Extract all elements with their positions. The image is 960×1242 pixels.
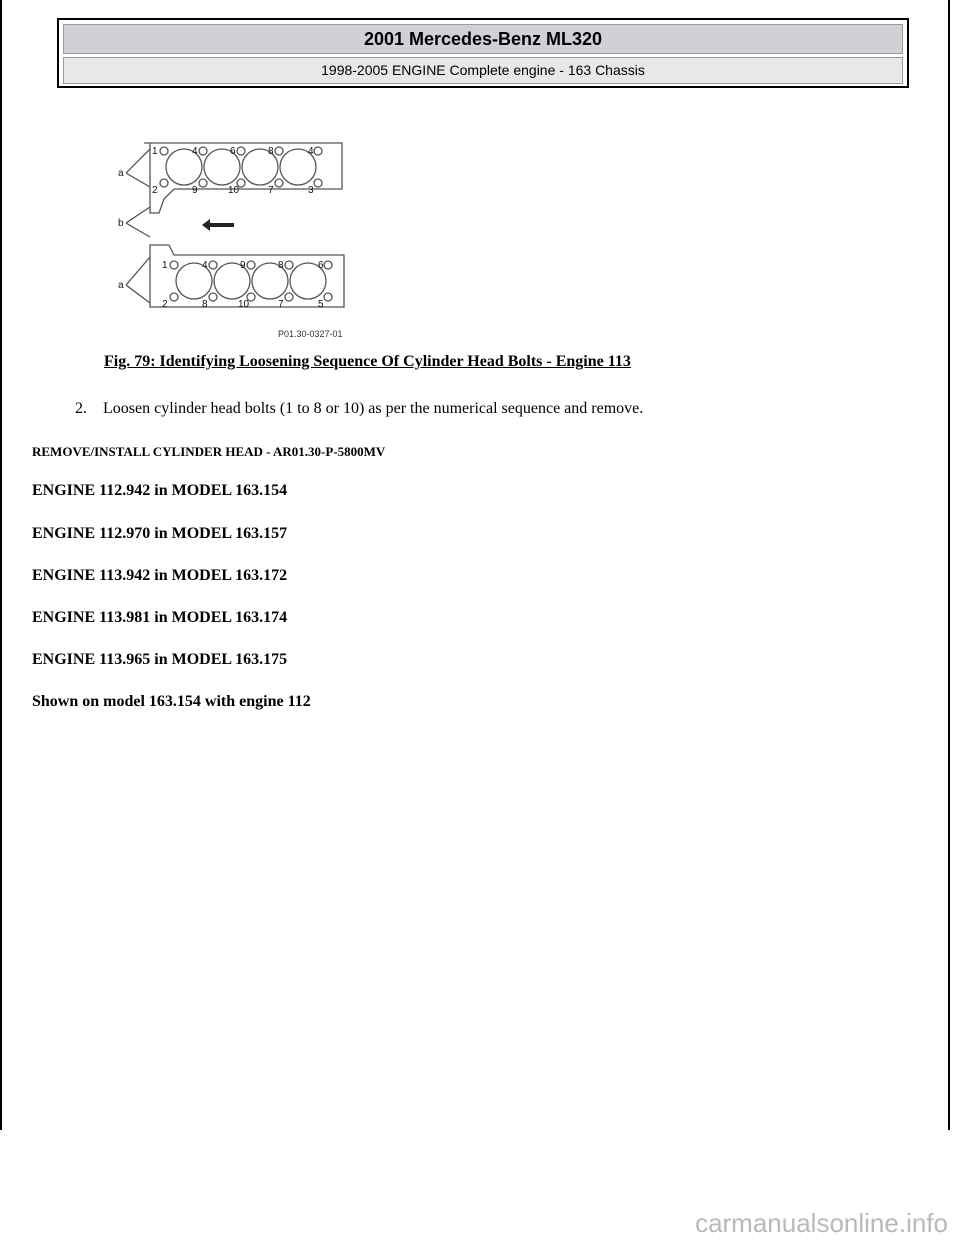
shown-on-note: Shown on model 163.154 with engine 112 bbox=[32, 693, 311, 710]
engine-model-line: ENGINE 113.965 in MODEL 163.175 bbox=[32, 651, 288, 668]
document-subtitle: 1998-2005 ENGINE Complete engine - 163 Chassis bbox=[63, 57, 903, 84]
bolt-number: 8 bbox=[268, 146, 274, 157]
bolt-number: 1 bbox=[162, 260, 168, 271]
diagram-svg bbox=[114, 137, 364, 343]
bolt-number: 2 bbox=[152, 185, 158, 196]
figure-caption: Fig. 79: Identifying Loosening Sequence Of Cylinder Head Bolts - Engine 113 bbox=[104, 353, 631, 370]
bolt-number: 4 bbox=[202, 260, 208, 271]
label-a-top: a bbox=[118, 168, 124, 179]
bolt-number: 6 bbox=[230, 146, 236, 157]
engine-model-line: ENGINE 113.981 in MODEL 163.174 bbox=[32, 609, 288, 626]
bolt-number: 8 bbox=[202, 299, 208, 310]
cylinder-head-bolt-diagram bbox=[114, 137, 364, 343]
bolt-number: 5 bbox=[318, 299, 324, 310]
bolt-number: 7 bbox=[268, 185, 274, 196]
figure-code: P01.30-0327-01 bbox=[278, 329, 343, 339]
bolt-number: 1 bbox=[152, 146, 158, 157]
bolt-number: 8 bbox=[278, 260, 284, 271]
bolt-number: 10 bbox=[238, 299, 250, 310]
watermark-bar bbox=[0, 1198, 960, 1242]
label-b: b bbox=[118, 218, 124, 229]
bolt-number: 3 bbox=[308, 185, 314, 196]
procedure-step bbox=[75, 400, 643, 418]
engine-model-line: ENGINE 112.970 in MODEL 163.157 bbox=[32, 525, 288, 542]
label-a-bottom: a bbox=[118, 280, 124, 291]
bolt-number: 9 bbox=[192, 185, 198, 196]
bolt-number: 9 bbox=[240, 260, 246, 271]
engine-model-line: ENGINE 112.942 in MODEL 163.154 bbox=[32, 482, 288, 499]
bolt-number: 4 bbox=[192, 146, 198, 157]
document-title: 2001 Mercedes-Benz ML320 bbox=[63, 24, 903, 54]
procedure-title: REMOVE/INSTALL CYLINDER HEAD - AR01.30-P-5800MV bbox=[32, 444, 386, 459]
bolt-number: 6 bbox=[318, 260, 324, 271]
step-text: Loosen cylinder head bolts (1 to 8 or 10) as per the numerical sequence and remove. bbox=[103, 400, 644, 417]
document-header bbox=[57, 18, 909, 88]
bolt-number: 4 bbox=[308, 146, 314, 157]
engine-model-line: ENGINE 113.942 in MODEL 163.172 bbox=[32, 567, 288, 584]
bolt-number: 10 bbox=[228, 185, 240, 196]
bolt-number: 7 bbox=[278, 299, 284, 310]
watermark: carmanualsonline.info bbox=[695, 1208, 948, 1238]
bolt-number: 2 bbox=[162, 299, 168, 310]
step-number: 2. bbox=[75, 400, 87, 417]
